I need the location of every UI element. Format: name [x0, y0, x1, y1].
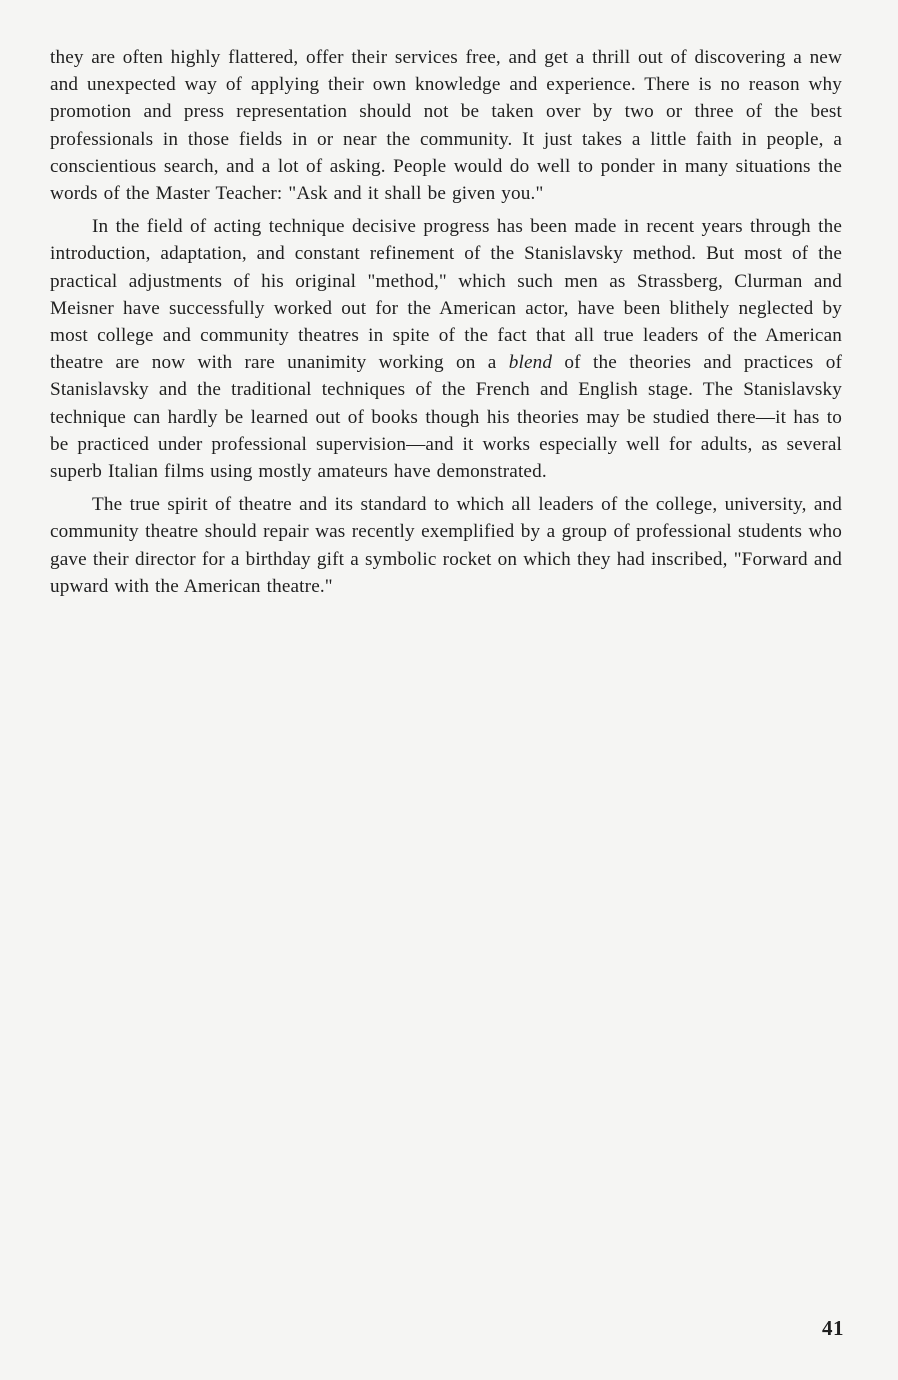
body-text — [50, 44, 842, 600]
paragraph-text-after-emphasis: of the theories and practices of Stanislavsky and the traditional techniques of the French and English stage. The Stanislavsky technique can hardly be learned out of books though his theories may be studied there—it has to be practiced under professional supervision—and it works especially well for adults, as several superb Italian films using mostly amateurs have demonstrated. — [50, 352, 842, 483]
paragraph-true-spirit: The true spirit of theatre and its standard to which all leaders of the college, university, and community theatre should repair was recently exemplified by a group of professional students who gave their director for a birthday gift a symbolic rocket on which they had inscribed, "Forward and upward with the American theatre." — [50, 494, 842, 597]
paragraph-acting-technique — [50, 213, 842, 485]
paragraph-text-before-emphasis: In the field of acting technique decisive progress has been made in recent years through the introduction, adaptation, and constant refinement of the Stanislavsky method. But most of the practical adjustments of his original "method," which such men as Strassberg, Clurman and Meisner have successfully worked out for the American actor, have been blithely neglected by most college and community theatres in spite of the fact that all true leaders of the American theatre are now with rare unanimity working on a — [50, 216, 842, 374]
paragraph-continuation: they are often highly flattered, offer their services free, and get a thrill out of discovering a new and unexpected way of applying their own knowledge and experience. There is no reason why promotion and press representation should not be taken over by two or three of the best professionals in those fields in or near the community. It just takes a little faith in people, a conscientious search, and a lot of asking. People would do well to ponder in many situations the words of the Master Teacher: "Ask and it shall be given you." — [50, 47, 842, 205]
emphasized-word: blend — [508, 352, 553, 374]
page-number: 41 — [822, 1316, 844, 1340]
